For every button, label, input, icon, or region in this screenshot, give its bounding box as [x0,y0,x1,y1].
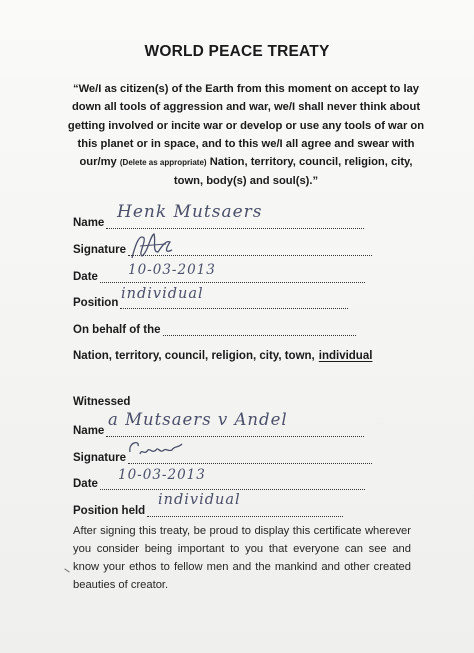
oath-line: getting involved or incite war or develop or use any tools of war on [67,119,425,132]
signer-position-row [73,297,348,309]
oath-line5-end: Nation, territory, council, religion, city, [209,156,413,169]
signer-behalf-line[interactable] [163,325,356,336]
signer-nation-label: Nation, territory, council, religion, city, town, [73,350,315,362]
signer-signature-scribble [126,228,178,266]
signer-position-handwritten: individual [121,286,204,302]
signer-signature-row [73,244,372,256]
witness-position-label: Position held [73,505,146,517]
oath-line: town, body(s) and soul(s).” [173,175,319,188]
witness-name-label: Name [73,425,105,437]
signer-name-label: Name [73,217,105,229]
oath-line: “We/I as citizen(s) of the Earth from this moment on accept to lay [72,83,420,95]
signer-name-handwritten: Henk Mutsaers [117,202,263,222]
witness-date-handwritten: 10-03-2013 [118,467,206,483]
signer-signature-label: Signature [73,244,127,256]
witness-date-label: Date [73,478,98,490]
witness-signature-scribble [126,438,186,462]
signer-behalf-row [73,324,356,336]
witness-signature-label: Signature [73,452,127,464]
signer-behalf-label: On behalf of the [73,324,161,336]
oath-line: this planet or in space, and to this we/I all agree and swear with [77,137,415,150]
signer-date-row [73,271,365,283]
signer-date-label: Date [73,271,98,283]
oath-line5-start: our/my [79,156,117,169]
signer-nation-row [73,350,372,362]
witness-date-row [73,478,365,490]
closing-paragraph: After signing this treaty, be proud to display this certificate wherever you consider being important to you that everyone can see and know your ethos to fellow men and the mankind and other created beauties of creator. [73,525,411,591]
delete-note: (Delete as appropriate) [119,158,207,168]
margin-pen-mark [64,568,69,572]
witness-heading: Witnessed [73,396,131,408]
oath-line [66,153,426,172]
oath-paragraph [66,80,426,191]
document-title: WORLD PEACE TREATY [144,43,330,60]
signer-position-label: Position [73,297,119,309]
witness-signature-row [73,452,372,464]
witness-name-handwritten: a Mutsaers v Andel [108,410,288,429]
witness-position-handwritten: individual [158,492,241,508]
oath-line: down all tools of aggression and war, we/I shall never think about [71,101,421,114]
signer-date-handwritten: 10-03-2013 [128,262,216,278]
signer-nation-value: individual [318,350,373,362]
